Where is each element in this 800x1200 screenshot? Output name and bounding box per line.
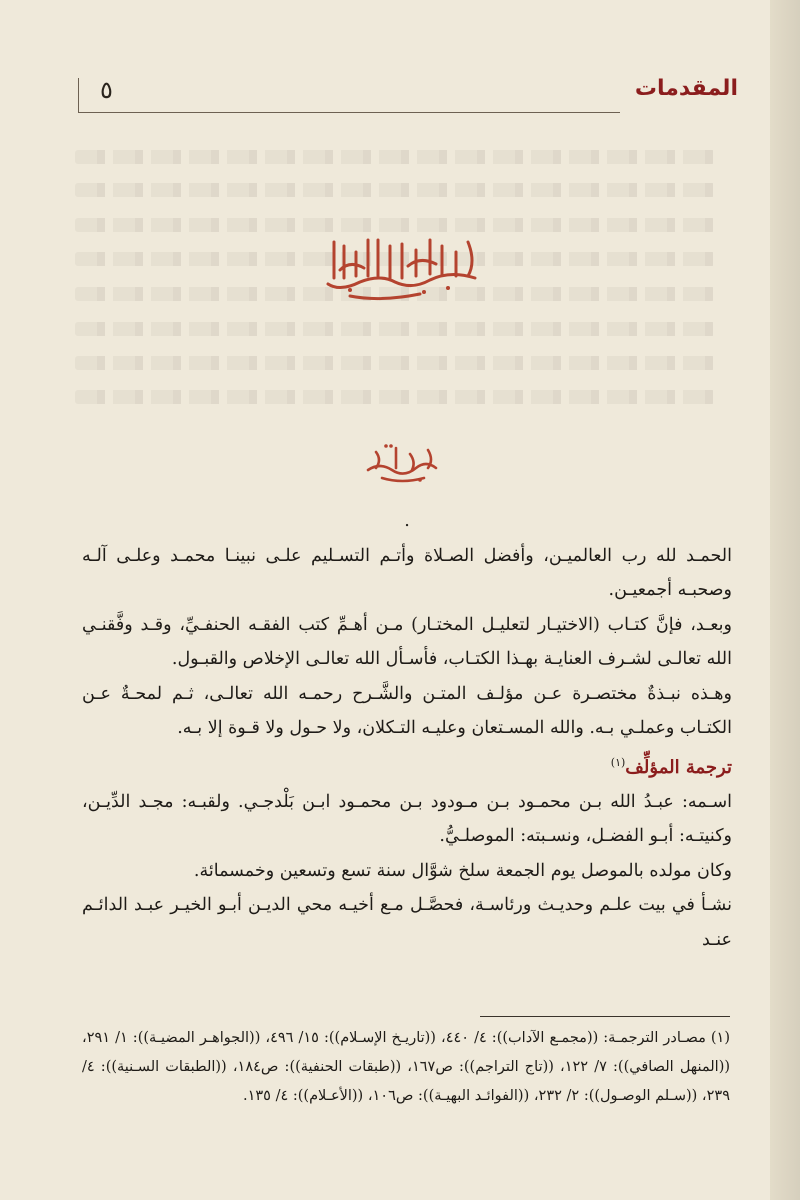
- header-title: المقدمات: [634, 76, 738, 101]
- footnote-separator: [480, 1016, 730, 1017]
- bio-paragraph: نشـأ في بيت علـم وحديـث ورئاسـة، فحصَّـل مـع أخيـه محي الديـن أبـو الخيـر عبـد الدائـم عنـد: [82, 895, 732, 950]
- muqaddima-calligraphy: [362, 440, 442, 485]
- bio-paragraph: وكان مولده بالموصل يوم الجمعة سلخ شوَّال سنة تسع وتسعين وخمسمائة.: [193, 860, 732, 881]
- page-edge: [770, 0, 800, 1200]
- show-through-line: [75, 322, 715, 336]
- show-through-line: [75, 183, 715, 197]
- page-number: ٥: [100, 76, 113, 104]
- running-header: [78, 74, 738, 114]
- header-rule: [78, 112, 620, 113]
- show-through-line: [75, 356, 715, 370]
- main-text: [82, 504, 732, 957]
- show-through-line: [75, 218, 715, 232]
- basmala-calligraphy: [320, 232, 485, 302]
- footnotes: [82, 1024, 730, 1111]
- footnote-marker[interactable]: (١): [610, 755, 626, 769]
- intro-paragraph: الحمـد لله رب العالميـن، وأفضل الصـلاة وأتـم التسـليم علـى نبينـا محمـد وعلـى آلـه وصحبـه أجمعيـن.: [82, 545, 732, 600]
- separator-dot: .: [404, 511, 410, 531]
- show-through-line: [75, 150, 715, 164]
- section-heading-line: [82, 746, 732, 785]
- section-heading: ترجمة المؤلِّف: [625, 756, 732, 778]
- intro-paragraph: وبعـد، فإنَّ كتـاب (الاختيـار لتعليـل المختـار) مـن أهـمِّ كتب الفقـه الحنفـيِّ، وقـد وفَّقنـي الله تعالـى لشـرف العنايـة بهـذا الكتـاب، فأسـأل الله تعالـى الإخلاص والقبـول.: [82, 614, 732, 669]
- bio-paragraph: اسـمه: عبـدُ الله بـن محمـود بـن مـودود بـن محمـود ابـن بَلْدجـي. ولقبـه: مجـد الدِّيـن، وكنيتـه: أبـو الفضـل، ونسـبته: الموصلـيُّ.: [82, 791, 732, 847]
- footnote-text: (١) مصـادر الترجمـة: ((مجمـع الآداب)): ٤/ ٤٤٠، ((تاريـخ الإسـلام)): ١٥/ ٤٩٦، ((الجواهـر المضيـة)): ١/ ٢٩١، ((المنهل الصافي)): ٧/ ١٢٢، ((تاج التراجم)): ص١٦٧، ((طبقات الحنفية)): ص١٨٤، ((الطبقات السـنية)): ٤/ ٢٣٩، ((سـلم الوصـول)): ٢/ ٢٣٢، ((الفوائـد البهيـة)): ص١٠٦، ((الأعـلام)): ٤/ ١٣٥.: [82, 1030, 731, 1104]
- header-rule-end: [78, 78, 79, 112]
- show-through-line: [75, 390, 715, 404]
- intro-paragraph: وهـذه نبـذةٌ مختصـرة عـن مؤلـف المتـن والشَّـرح رحمـه الله تعالـى، ثـم لمحـةٌ عـن الكتـاب وعملـي بـه. والله المسـتعان وعليـه التـكلان، ولا حـول ولا قـوة إلا بـه.: [82, 683, 732, 738]
